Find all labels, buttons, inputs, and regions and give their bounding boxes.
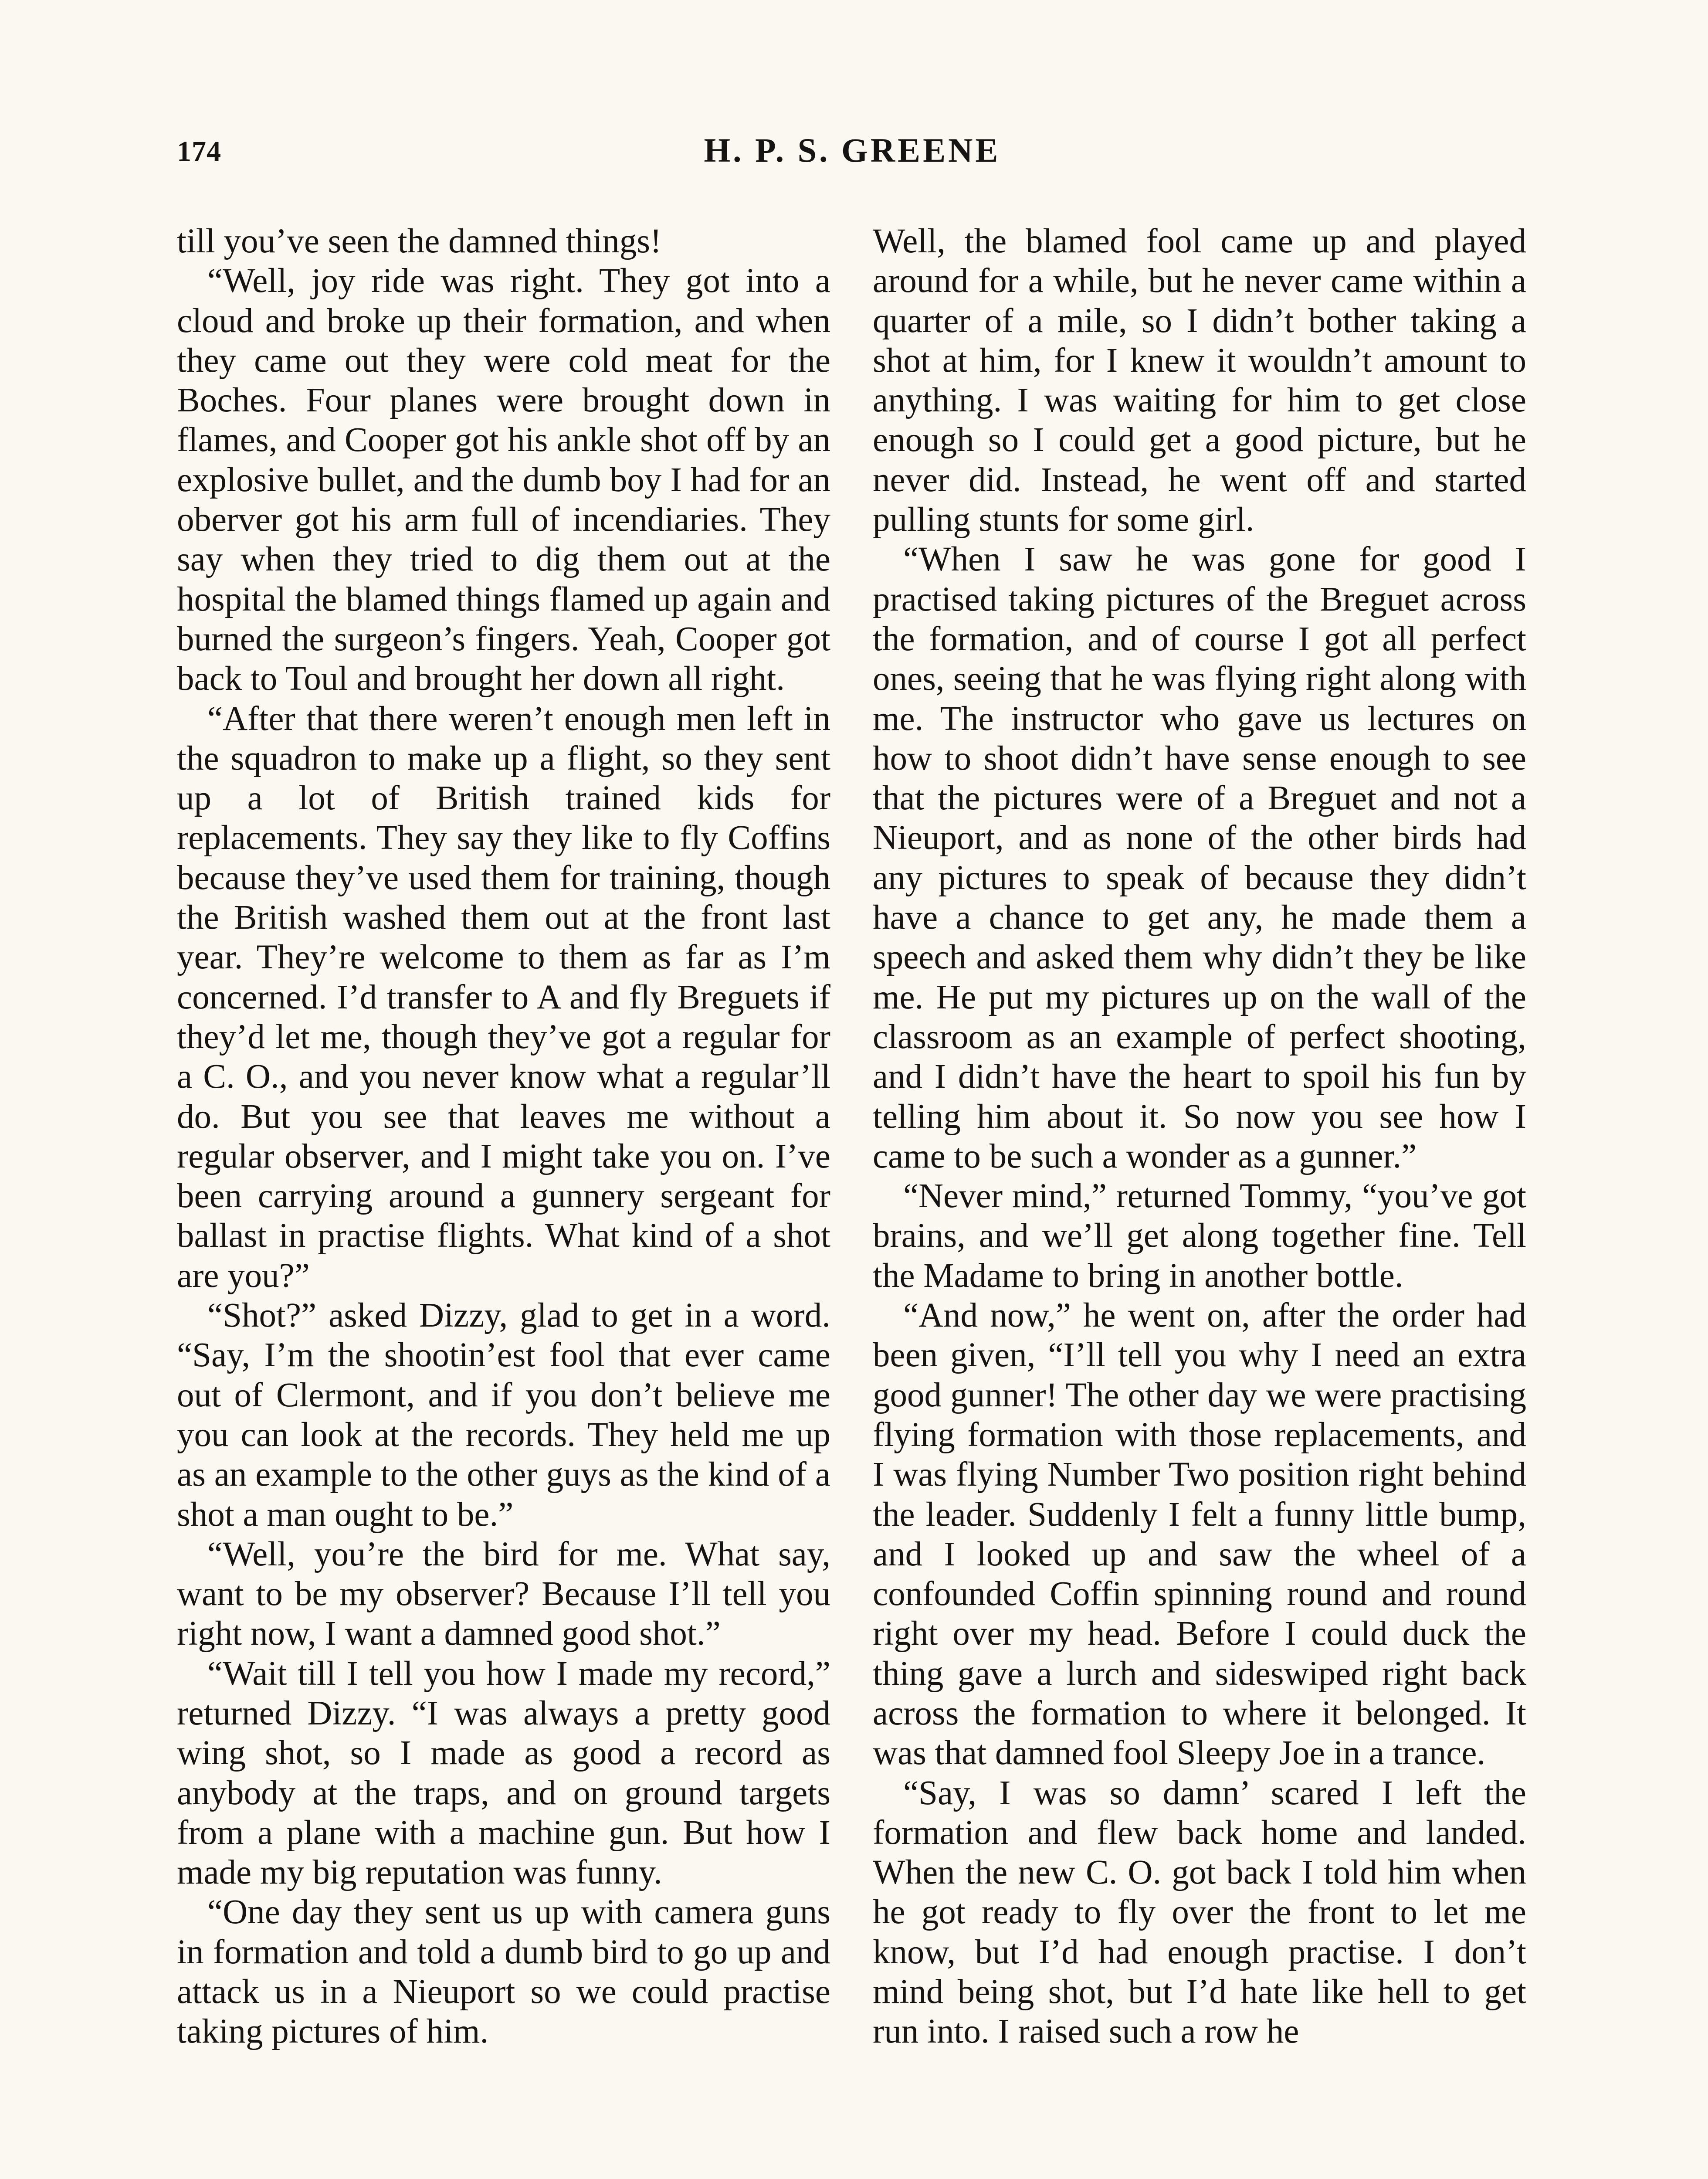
paragraph: “Never mind,” returned Tommy, “you’ve got brains, and we’ll get along together fine. Tell the Madame to bring in another bottle.: [873, 1177, 1526, 1295]
paragraph: “Well, joy ride was right. They got into a cloud and broke up their formation, and when they came out they were cold meat for the Boches. Four planes were brought down in flames, and Cooper got his ankle shot off by an explosive bullet, and the dumb boy I had for an oberver got his arm full of incendiaries. They say when they tried to dig them out at the hospital the blamed things flamed up again and burned the surgeon’s fingers. Yeah, Cooper got back to Toul and brought her down all right.: [177, 262, 830, 698]
page-number: 174: [177, 136, 221, 167]
paragraph: “When I saw he was gone for good I practised taking pictures of the Breguet across the formation, and of course I got all perfect ones, seeing that he was flying right along with me. The instructor who gave us lectures on how to shoot didn’t have sense enough to see that the pictures were of a Breguet and not a Nieuport, and as none of the other birds had any pictures to speak of because they didn’t have a chance to get any, he made them a speech and asked them why didn’t they be like me. He put my pictures up on the wall of the classroom as an example of perfect shooting, and I didn’t have the heart to spoil his fun by telling him about it. So now you see how I came to be such a wonder as a gunner.”: [873, 540, 1526, 1175]
paragraph: Well, the blamed fool came up and played around for a while, but he never came within a quarter of a mile, so I didn’t bother taking a shot at him, for I knew it wouldn’t amount to anything. I was waiting for him to get close enough so I could get a good picture, but he never did. Instead, he went off and started pulling stunts for some girl.: [873, 222, 1526, 539]
running-head: H. P. S. GREENE: [704, 131, 1001, 169]
page-header: [177, 131, 1528, 187]
paragraph: “Well, you’re the bird for me. What say, want to be my observer? Because I’ll tell you right now, I want a damned good shot.”: [177, 1535, 830, 1653]
paragraph: “After that there weren’t enough men left in the squadron to make up a flight, so they sent up a lot of British trained kids for replacements. They say they like to fly Coffins because they’ve used them for training, though the British washed them out at the front last year. They’re welcome to them as far as I’m concerned. I’d transfer to A and fly Breguets if they’d let me, though they’ve got a regular for a C. O., and you never know what a regular’ll do. But you see that leaves me without a regular observer, and I might take you on. I’ve been carrying around a gunnery sergeant for ballast in practise flights. What kind of a shot are you?”: [177, 699, 830, 1295]
right-column: [873, 221, 1526, 2052]
paragraph: “Wait till I tell you how I made my record,” returned Dizzy. “I was always a pretty good wing shot, so I made as good a record as anybody at the traps, and on ground targets from a plane with a machine gun. But how I made my big reputation was funny.: [177, 1654, 830, 1892]
left-column: [177, 221, 830, 2052]
paragraph: “Say, I was so damn’ scared I left the formation and flew back home and landed. When the new C. O. got back I told him when he got ready to fly over the front to let me know, but I’d had enough practise. I don’t mind being shot, but I’d hate like hell to get run into. I raised such a row he: [873, 1774, 1526, 2051]
paragraph: “Shot?” asked Dizzy, glad to get in a word. “Say, I’m the shootin’est fool that ever came out of Clermont, and if you don’t believe me you can look at the records. They held me up as an example to the other guys as the kind of a shot a man ought to be.”: [177, 1297, 830, 1534]
paragraph: “And now,” he went on, after the order had been given, “I’ll tell you why I need an extra good gunner! The other day we were practising flying formation with those replacements, and I was flying Number Two position right behind the leader. Suddenly I felt a funny little bump, and I looked up and saw the wheel of a confounded Coffin spinning round and round right over my head. Before I could duck the thing gave a lurch and sideswiped right back across the formation to where it belonged. It was that damned fool Sleepy Joe in a trance.: [873, 1297, 1526, 1772]
paragraph: till you’ve seen the damned things!: [177, 222, 662, 260]
paragraph: “One day they sent us up with camera guns in formation and told a dumb bird to go up and attack us in a Nieuport so we could practise taking pictures of him.: [177, 1893, 830, 2051]
